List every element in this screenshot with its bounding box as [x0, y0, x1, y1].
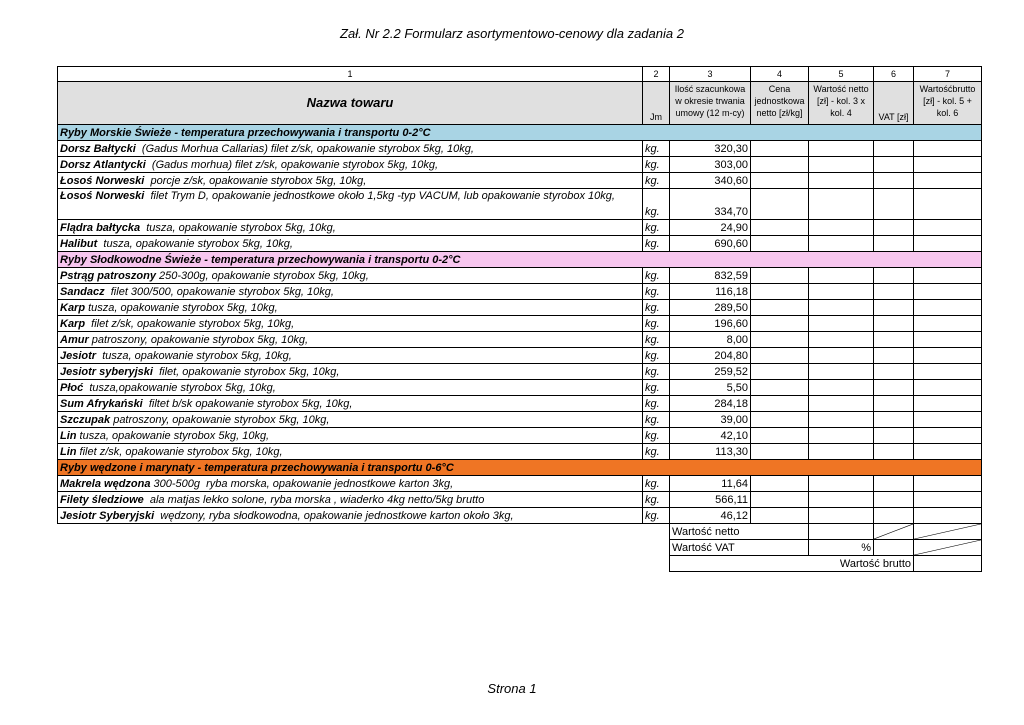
product-quantity: 116,18: [670, 284, 751, 300]
col-number: 2: [643, 67, 670, 82]
summary-netto-vat-crossed: [874, 524, 914, 540]
product-unit: kg.: [643, 236, 670, 252]
gross-value-cell[interactable]: [914, 236, 982, 252]
product-unit: kg.: [643, 332, 670, 348]
price-cell[interactable]: [751, 141, 809, 157]
header-wartosc: Wartość netto [zł] - kol. 3 x kol. 4: [809, 82, 874, 125]
product-description: filet Trym D, opakowanie jednostkowe około 1,5kg -typ VACUM, lub opakowanie styrobox 10kg,: [144, 190, 615, 202]
product-name: [58, 189, 643, 220]
category-row: [58, 125, 982, 141]
product-name-bold: Makrela wędzona: [60, 478, 151, 490]
price-cell[interactable]: [751, 300, 809, 316]
net-value-cell[interactable]: [809, 380, 874, 396]
vat-cell[interactable]: [874, 380, 914, 396]
col-number: 5: [809, 67, 874, 82]
vat-cell[interactable]: [874, 300, 914, 316]
product-name: [58, 300, 643, 316]
product-unit: kg.: [643, 189, 670, 220]
header-row: [58, 82, 982, 125]
summary-brutto-row: [58, 556, 982, 572]
header-ilosc: Ilość szacunkowa w okresie trwania umowy (12 m-cy): [670, 82, 751, 125]
product-description: filet, opakowanie styrobox 5kg, 10kg,: [152, 366, 340, 378]
product-row: [58, 141, 982, 157]
product-name-bold: Jesiotr Syberyjski: [60, 510, 155, 522]
net-value-cell[interactable]: [809, 332, 874, 348]
vat-cell[interactable]: [874, 189, 914, 220]
net-value-cell[interactable]: [809, 364, 874, 380]
product-row: [58, 157, 982, 173]
gross-value-cell[interactable]: [914, 412, 982, 428]
net-value-cell[interactable]: [809, 189, 874, 220]
col-number: 1: [58, 67, 643, 82]
product-name: [58, 236, 643, 252]
gross-value-cell[interactable]: [914, 348, 982, 364]
net-value-cell[interactable]: [809, 412, 874, 428]
product-name: [58, 141, 643, 157]
product-quantity: 5,50: [670, 380, 751, 396]
product-unit: kg.: [643, 300, 670, 316]
net-value-cell[interactable]: [809, 476, 874, 492]
category-row: [58, 460, 982, 476]
price-cell[interactable]: [751, 268, 809, 284]
price-cell[interactable]: [751, 476, 809, 492]
gross-value-cell[interactable]: [914, 444, 982, 460]
product-unit: kg.: [643, 412, 670, 428]
vat-cell[interactable]: [874, 284, 914, 300]
header-jm: Jm: [643, 82, 670, 125]
product-description: (Gadus morhua) filet z/sk, opakowanie styrobox 5kg, 10kg,: [145, 159, 439, 171]
vat-cell[interactable]: [874, 316, 914, 332]
vat-cell[interactable]: [874, 157, 914, 173]
product-name-bold: Flądra bałtycka: [60, 222, 141, 234]
price-cell[interactable]: [751, 364, 809, 380]
gross-value-cell[interactable]: [914, 316, 982, 332]
vat-cell[interactable]: [874, 220, 914, 236]
gross-value-cell[interactable]: [914, 157, 982, 173]
product-name: [58, 268, 643, 284]
product-quantity: 320,30: [670, 141, 751, 157]
gross-value-cell[interactable]: [914, 332, 982, 348]
product-row: [58, 189, 982, 220]
product-quantity: 42,10: [670, 428, 751, 444]
price-cell[interactable]: [751, 316, 809, 332]
gross-value-cell[interactable]: [914, 141, 982, 157]
product-name-bold: Jesiotr: [60, 350, 97, 362]
gross-value-cell[interactable]: [914, 396, 982, 412]
product-name-bold: Filety śledziowe: [60, 494, 144, 506]
net-value-cell[interactable]: [809, 492, 874, 508]
product-row: [58, 220, 982, 236]
product-quantity: 113,30: [670, 444, 751, 460]
product-name: [58, 492, 643, 508]
product-description: filtet b/sk opakowanie styrobox 5kg, 10kg,: [142, 398, 353, 410]
product-row: [58, 173, 982, 189]
product-quantity: 39,00: [670, 412, 751, 428]
gross-value-cell[interactable]: [914, 284, 982, 300]
product-name-bold: Pstrąg patroszony: [60, 270, 156, 282]
vat-cell[interactable]: [874, 444, 914, 460]
col-number: 3: [670, 67, 751, 82]
net-value-cell[interactable]: [809, 141, 874, 157]
net-value-cell[interactable]: [809, 508, 874, 524]
product-name-bold: Łosoś Norweski: [60, 190, 145, 202]
product-name: [58, 476, 643, 492]
product-description: tusza, opakowanie styrobox 5kg, 10kg,: [97, 238, 293, 250]
product-description: tusza, opakowanie styrobox 5kg, 10kg,: [140, 222, 336, 234]
product-description: ala matjas lekko solone, ryba morska , wiaderko 4kg netto/5kg brutto: [143, 494, 485, 506]
document-title: Zał. Nr 2.2 Formularz asortymentowo-cenowy dla zadania 2: [340, 26, 684, 41]
gross-value-cell[interactable]: [914, 220, 982, 236]
price-cell[interactable]: [751, 492, 809, 508]
summary-vat-label: Wartość VAT: [670, 540, 809, 556]
product-description: 250-300g, opakowanie styrobox 5kg, 10kg,: [155, 270, 369, 282]
product-description: tusza, opakowanie styrobox 5kg, 10kg,: [85, 302, 278, 314]
vat-cell[interactable]: [874, 364, 914, 380]
summary-netto-label: Wartość netto: [670, 524, 809, 540]
product-name: [58, 364, 643, 380]
product-quantity: 11,64: [670, 476, 751, 492]
price-cell[interactable]: [751, 380, 809, 396]
product-unit: kg.: [643, 284, 670, 300]
product-name: [58, 316, 643, 332]
summary-vat-percent[interactable]: %: [809, 540, 874, 556]
category-label: Ryby Morskie Świeże - temperatura przechowywania i transportu 0-2°C: [58, 125, 982, 141]
product-description: filet z/sk, opakowanie styrobox 5kg, 10kg,: [85, 318, 295, 330]
vat-cell[interactable]: [874, 412, 914, 428]
price-cell[interactable]: [751, 173, 809, 189]
vat-cell[interactable]: [874, 332, 914, 348]
product-name-bold: Jesiotr syberyjski: [60, 366, 153, 378]
vat-cell[interactable]: [874, 396, 914, 412]
product-quantity: 340,60: [670, 173, 751, 189]
product-row: [58, 284, 982, 300]
product-quantity: 259,52: [670, 364, 751, 380]
product-quantity: 196,60: [670, 316, 751, 332]
gross-value-cell[interactable]: [914, 492, 982, 508]
empty-cell: [58, 540, 670, 556]
product-description: tusza, opakowanie styrobox 5kg, 10kg,: [76, 430, 270, 442]
product-name-bold: Sum Afrykański: [60, 398, 143, 410]
product-unit: kg.: [643, 141, 670, 157]
header-nazwa: Nazwa towaru: [58, 82, 643, 125]
vat-cell[interactable]: [874, 492, 914, 508]
product-description: patroszony, opakowanie styrobox 5kg, 10kg,: [110, 414, 330, 426]
product-name: [58, 332, 643, 348]
product-unit: kg.: [643, 428, 670, 444]
vat-cell[interactable]: [874, 268, 914, 284]
product-quantity: 690,60: [670, 236, 751, 252]
product-unit: kg.: [643, 220, 670, 236]
category-label: Ryby wędzone i marynaty - temperatura przechowywania i transportu 0-6°C: [58, 460, 982, 476]
product-description: porcje z/sk, opakowanie styrobox 5kg, 10kg,: [144, 175, 367, 187]
col-number: 4: [751, 67, 809, 82]
gross-value-cell[interactable]: [914, 364, 982, 380]
product-unit: kg.: [643, 396, 670, 412]
gross-value-cell[interactable]: [914, 189, 982, 220]
product-unit: kg.: [643, 508, 670, 524]
product-name-bold: Karp: [60, 318, 86, 330]
vat-cell[interactable]: [874, 476, 914, 492]
gross-value-cell[interactable]: [914, 173, 982, 189]
summary-vat-brutto-crossed: [914, 540, 982, 556]
product-name-bold: Lin: [60, 430, 77, 442]
vat-cell[interactable]: [874, 236, 914, 252]
product-unit: kg.: [643, 173, 670, 189]
price-cell[interactable]: [751, 189, 809, 220]
product-quantity: 284,18: [670, 396, 751, 412]
summary-vat-value[interactable]: [874, 540, 914, 556]
product-name-bold: Szczupak: [60, 414, 111, 426]
product-row: [58, 316, 982, 332]
product-name: [58, 444, 643, 460]
product-name-bold: Dorsz Atlantycki: [60, 159, 146, 171]
product-row: [58, 412, 982, 428]
header-brutto: Wartośćbrutto [zł] - kol. 5 + kol. 6: [914, 82, 982, 125]
product-name-bold: Płoć: [60, 382, 84, 394]
price-cell[interactable]: [751, 444, 809, 460]
product-quantity: 289,50: [670, 300, 751, 316]
summary-vat-row: [58, 540, 982, 556]
net-value-cell[interactable]: [809, 316, 874, 332]
product-description: patroszony, opakowanie styrobox 5kg, 10kg,: [88, 334, 309, 346]
col-number: 7: [914, 67, 982, 82]
net-value-cell[interactable]: [809, 268, 874, 284]
category-label: Ryby Słodkowodne Świeże - temperatura przechowywania i transportu 0-2°C: [58, 252, 982, 268]
product-unit: kg.: [643, 364, 670, 380]
net-value-cell[interactable]: [809, 157, 874, 173]
price-cell[interactable]: [751, 236, 809, 252]
price-cell[interactable]: [751, 348, 809, 364]
summary-netto-brutto-crossed: [914, 524, 982, 540]
product-unit: kg.: [643, 316, 670, 332]
product-unit: kg.: [643, 476, 670, 492]
product-unit: kg.: [643, 444, 670, 460]
product-unit: kg.: [643, 157, 670, 173]
net-value-cell[interactable]: [809, 428, 874, 444]
product-description: filet z/sk, opakowanie styrobox 5kg, 10kg,: [76, 446, 283, 458]
product-row: [58, 508, 982, 524]
empty-cell: [58, 556, 670, 572]
header-vat: VAT [zł]: [874, 82, 914, 125]
product-name: [58, 396, 643, 412]
price-form-table: [57, 66, 982, 572]
product-quantity: 204,80: [670, 348, 751, 364]
product-quantity: 46,12: [670, 508, 751, 524]
product-name: [58, 412, 643, 428]
product-name-bold: Lin: [60, 446, 77, 458]
product-name-bold: Sandacz: [60, 286, 105, 298]
gross-value-cell[interactable]: [914, 268, 982, 284]
column-number-row: [58, 67, 982, 82]
product-quantity: 24,90: [670, 220, 751, 236]
product-row: [58, 332, 982, 348]
product-description: filet 300/500, opakowanie styrobox 5kg, 10kg,: [104, 286, 334, 298]
vat-cell[interactable]: [874, 508, 914, 524]
product-row: [58, 444, 982, 460]
product-name-bold: Karp: [60, 302, 86, 314]
product-quantity: 303,00: [670, 157, 751, 173]
net-value-cell[interactable]: [809, 396, 874, 412]
net-value-cell[interactable]: [809, 220, 874, 236]
product-quantity: 832,59: [670, 268, 751, 284]
product-unit: kg.: [643, 380, 670, 396]
product-row: [58, 492, 982, 508]
net-value-cell[interactable]: [809, 348, 874, 364]
product-quantity: 8,00: [670, 332, 751, 348]
gross-value-cell[interactable]: [914, 428, 982, 444]
product-name: [58, 508, 643, 524]
category-row: [58, 252, 982, 268]
product-description: wędzony, ryba słodkowodna, opakowanie jednostkowe karton około 3kg,: [154, 510, 514, 522]
price-cell[interactable]: [751, 332, 809, 348]
price-cell[interactable]: [751, 508, 809, 524]
product-row: [58, 268, 982, 284]
product-name-bold: Dorsz Bałtycki: [60, 143, 136, 155]
net-value-cell[interactable]: [809, 300, 874, 316]
product-description: tusza, opakowanie styrobox 5kg, 10kg,: [96, 350, 292, 362]
product-name: [58, 173, 643, 189]
product-name-bold: Halibut: [60, 238, 98, 250]
product-name: [58, 348, 643, 364]
gross-value-cell[interactable]: [914, 380, 982, 396]
summary-netto-value[interactable]: [809, 524, 874, 540]
product-row: [58, 236, 982, 252]
product-description: 300-500g ryba morska, opakowanie jednostkowe karton 3kg,: [150, 478, 454, 490]
product-quantity: 566,11: [670, 492, 751, 508]
product-quantity: 334,70: [670, 189, 751, 220]
product-name: [58, 380, 643, 396]
page-footer: Strona 1: [487, 681, 537, 696]
col-number: 6: [874, 67, 914, 82]
summary-brutto-label: Wartość brutto: [670, 556, 914, 572]
summary-netto-row: [58, 524, 982, 540]
gross-value-cell[interactable]: [914, 476, 982, 492]
price-cell[interactable]: [751, 284, 809, 300]
gross-value-cell[interactable]: [914, 300, 982, 316]
product-description: (Gadus Morhua Callarias) filet z/sk, opakowanie styrobox 5kg, 10kg,: [135, 143, 474, 155]
empty-cell: [58, 524, 670, 540]
product-description: tusza,opakowanie styrobox 5kg, 10kg,: [83, 382, 276, 394]
product-row: [58, 300, 982, 316]
product-name-bold: Łosoś Norweski: [60, 175, 145, 187]
price-cell[interactable]: [751, 428, 809, 444]
price-cell[interactable]: [751, 412, 809, 428]
net-value-cell[interactable]: [809, 284, 874, 300]
vat-cell[interactable]: [874, 141, 914, 157]
net-value-cell[interactable]: [809, 444, 874, 460]
header-cena: Cena jednostkowa netto [zł/kg]: [751, 82, 809, 125]
product-unit: kg.: [643, 348, 670, 364]
gross-value-cell[interactable]: [914, 508, 982, 524]
price-cell[interactable]: [751, 220, 809, 236]
product-name-bold: Amur: [60, 334, 89, 346]
product-name: [58, 220, 643, 236]
net-value-cell[interactable]: [809, 236, 874, 252]
product-row: [58, 428, 982, 444]
vat-cell[interactable]: [874, 348, 914, 364]
product-unit: kg.: [643, 268, 670, 284]
vat-cell[interactable]: [874, 428, 914, 444]
vat-cell[interactable]: [874, 173, 914, 189]
price-cell[interactable]: [751, 396, 809, 412]
product-name: [58, 157, 643, 173]
product-row: [58, 380, 982, 396]
product-name: [58, 284, 643, 300]
price-cell[interactable]: [751, 157, 809, 173]
product-row: [58, 396, 982, 412]
net-value-cell[interactable]: [809, 173, 874, 189]
product-row: [58, 348, 982, 364]
summary-brutto-value[interactable]: [914, 556, 982, 572]
product-name: [58, 428, 643, 444]
product-row: [58, 364, 982, 380]
product-unit: kg.: [643, 492, 670, 508]
product-row: [58, 476, 982, 492]
